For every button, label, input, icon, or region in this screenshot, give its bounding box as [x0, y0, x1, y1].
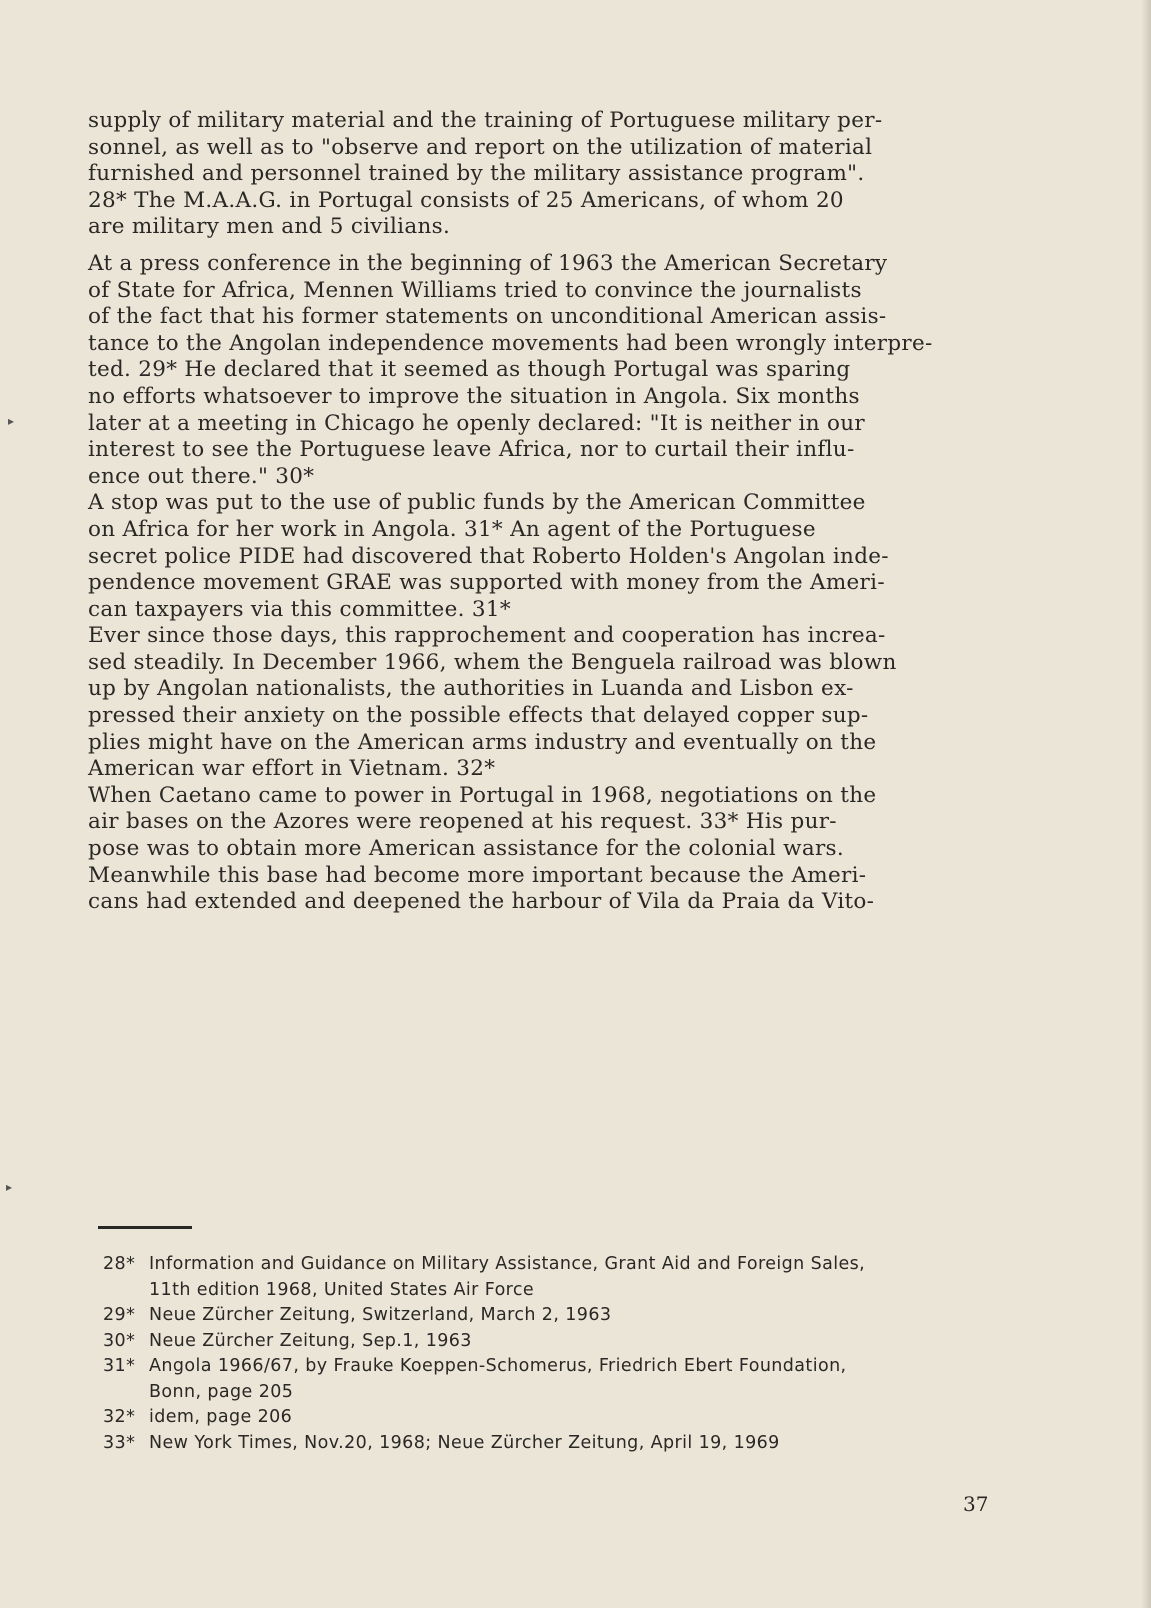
- footnote-line: Neue Zürcher Zeitung, Sep.1, 1963: [149, 1330, 472, 1351]
- footnote-marker: 30*: [103, 1330, 136, 1351]
- text-line: Meanwhile this base had become more important because the Ameri-: [88, 862, 867, 888]
- text-line: of State for Africa, Mennen Williams tried to convince the journalists: [88, 277, 862, 303]
- footnote-separator: [98, 1226, 192, 1229]
- margin-mark: ▸: [6, 1180, 13, 1194]
- footnote: [103, 1329, 1003, 1355]
- text-line: When Caetano came to power in Portugal in 1968, negotiations on the: [88, 782, 877, 808]
- footnote-text: [149, 1354, 1003, 1405]
- text-line: ted. 29* He declared that it seemed as though Portugal was sparing: [88, 357, 851, 383]
- footnote: [103, 1431, 1003, 1457]
- text-line: At a press conference in the beginning of 1963 the American Secretary: [88, 250, 888, 276]
- footnote-text: [149, 1405, 1003, 1431]
- footnote-text: [149, 1252, 1003, 1303]
- footnote: [103, 1303, 1003, 1329]
- footnote-line: Information and Guidance on Military Assistance, Grant Aid and Foreign Sales,: [149, 1254, 866, 1274]
- text-line: air bases on the Azores were reopened at his request. 33* His pur-: [88, 809, 837, 835]
- footnote-text: [149, 1329, 1003, 1355]
- text-line: ence out there." 30*: [88, 463, 315, 489]
- text-line: are military men and 5 civilians.: [88, 214, 451, 240]
- footnote-line: Neue Zürcher Zeitung, Switzerland, March 2, 1963: [149, 1305, 612, 1325]
- footnote-line: New York Times, Nov.20, 1968; Neue Zürcher Zeitung, April 19, 1969: [149, 1432, 780, 1453]
- text-line: interest to see the Portuguese leave Africa, nor to curtail their influ-: [88, 437, 855, 463]
- text-line: on Africa for her work in Angola. 31* An agent of the Portuguese: [88, 516, 816, 542]
- text-line: of the fact that his former statements on unconditional American assis-: [88, 304, 887, 330]
- paragraph: [88, 623, 1048, 783]
- footnote-line: idem, page 206: [149, 1407, 293, 1427]
- margin-mark: ▸: [8, 414, 15, 428]
- text-line: tance to the Angolan independence movements had been wrongly interpre-: [88, 330, 933, 356]
- footnote-marker: 32*: [103, 1407, 136, 1427]
- text-line: plies might have on the American arms industry and eventually on the: [88, 729, 877, 755]
- footnote: [103, 1405, 1003, 1431]
- text-line: pressed their anxiety on the possible effects that delayed copper sup-: [88, 703, 869, 729]
- text-line: 28* The M.A.A.G. in Portugal consists of 25 Americans, of whom 20: [88, 187, 844, 213]
- footnote-text: [149, 1431, 1003, 1457]
- paragraph: [88, 783, 1048, 916]
- text-line: furnished and personnel trained by the military assistance program".: [88, 161, 865, 187]
- footnote-marker: 28*: [103, 1254, 136, 1274]
- footnote-marker: 29*: [103, 1305, 136, 1325]
- footnote-text: [149, 1303, 1003, 1329]
- page-number: 37: [963, 1492, 989, 1516]
- footnote-marker: 31*: [103, 1356, 136, 1376]
- footnote-marker: 33*: [103, 1432, 136, 1453]
- text-line: A stop was put to the use of public funds by the American Committee: [88, 490, 866, 516]
- text-line: secret police PIDE had discovered that Roberto Holden's Angolan inde-: [88, 543, 889, 569]
- footnote-line: Bonn, page 205: [149, 1381, 294, 1402]
- paragraph: [88, 490, 1048, 623]
- footnote: [103, 1354, 1003, 1405]
- footnote-line: Angola 1966/67, by Frauke Koeppen-Schomerus, Friedrich Ebert Foundation,: [149, 1356, 847, 1376]
- footnote: [103, 1252, 1003, 1303]
- text-line: sed steadily. In December 1966, whem the Benguela railroad was blown: [88, 649, 897, 675]
- text-line: supply of military material and the training of Portuguese military per-: [88, 108, 883, 133]
- text-line: sonnel, as well as to "observe and report on the utilization of material: [88, 134, 873, 160]
- text-line: cans had extended and deepened the harbour of Vila da Praia da Vito-: [88, 889, 875, 915]
- footnote-line: 11th edition 1968, United States Air Force: [149, 1279, 535, 1300]
- paragraph: [88, 251, 1048, 490]
- text-line: up by Angolan nationalists, the authorities in Luanda and Lisbon ex-: [88, 676, 854, 702]
- text-line: American war effort in Vietnam. 32*: [88, 756, 496, 782]
- body-text: [88, 108, 1048, 916]
- text-line: pose was to obtain more American assistance for the colonial wars.: [88, 836, 845, 862]
- paragraph: [88, 108, 1048, 241]
- text-line: later at a meeting in Chicago he openly declared: "It is neither in our: [88, 410, 865, 436]
- text-line: can taxpayers via this committee. 31*: [88, 596, 511, 622]
- text-line: Ever since those days, this rapprochement and cooperation has increa-: [88, 623, 886, 649]
- text-line: pendence movement GRAE was supported with money from the Ameri-: [88, 570, 885, 596]
- text-line: no efforts whatsoever to improve the situation in Angola. Six months: [88, 383, 860, 409]
- footnotes-section: [103, 1252, 1003, 1456]
